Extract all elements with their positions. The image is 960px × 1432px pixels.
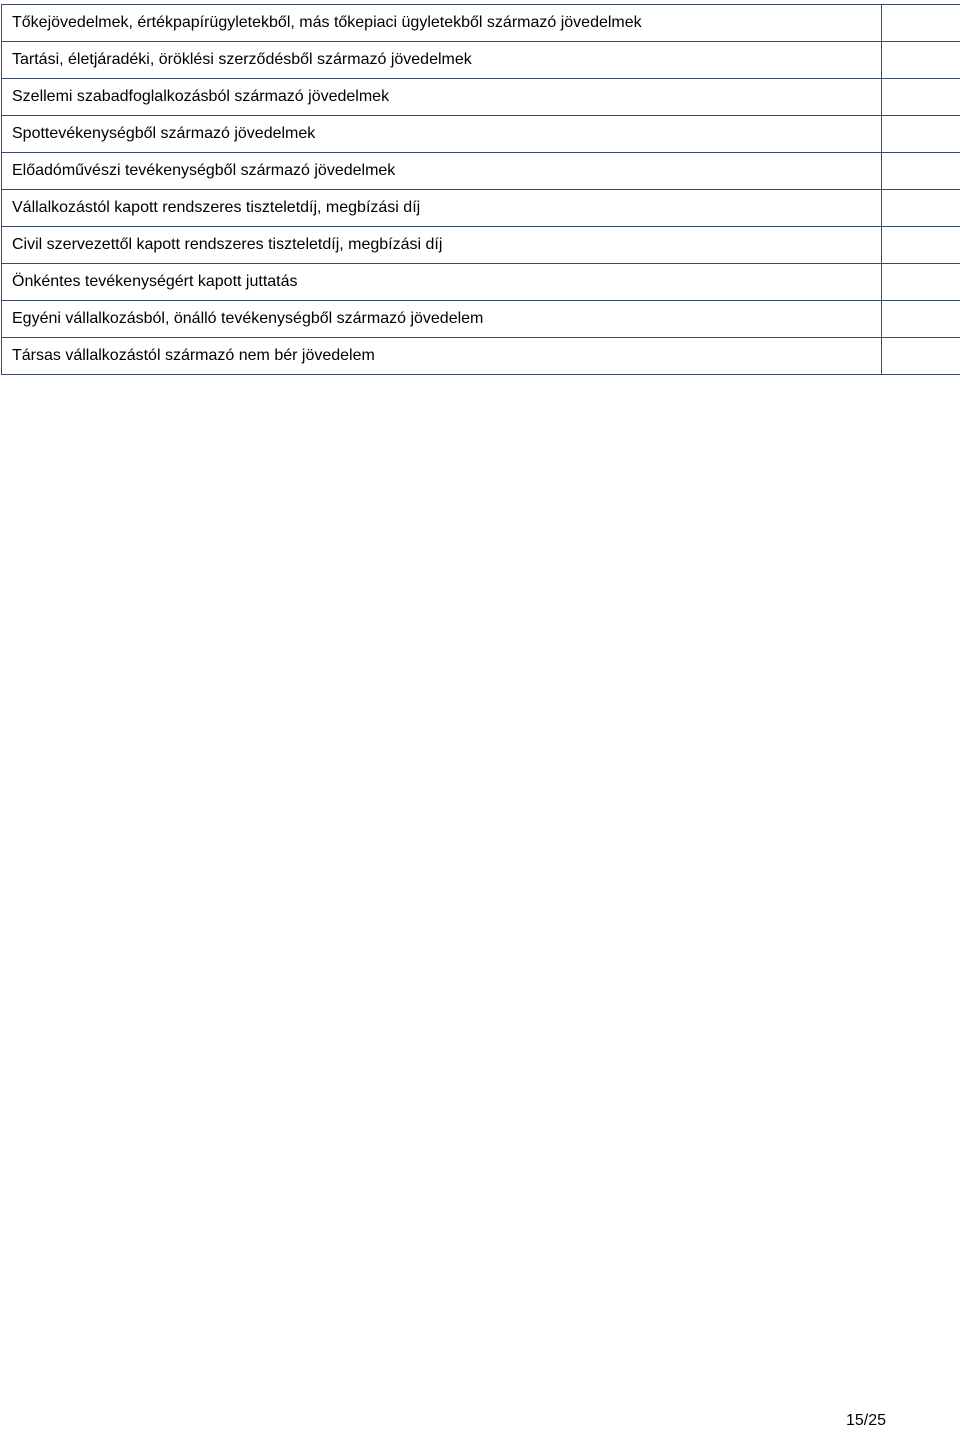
table-row bbox=[2, 153, 960, 190]
table-row bbox=[2, 79, 960, 116]
row-value-cell[interactable] bbox=[882, 227, 960, 264]
table-row bbox=[2, 301, 960, 338]
table-row bbox=[2, 264, 960, 301]
row-value-cell[interactable] bbox=[882, 264, 960, 301]
row-label: Önkéntes tevékenységért kapott juttatás bbox=[2, 264, 882, 301]
row-value-cell[interactable] bbox=[882, 116, 960, 153]
row-label: Tőkejövedelmek, értékpapírügyletekből, más tőkepiaci ügyletekből származó jövedelmek bbox=[2, 5, 882, 42]
row-value-cell[interactable] bbox=[882, 301, 960, 338]
row-label: Civil szervezettől kapott rendszeres tiszteletdíj, megbízási díj bbox=[2, 227, 882, 264]
row-value-cell[interactable] bbox=[882, 79, 960, 116]
table-row bbox=[2, 227, 960, 264]
table-row bbox=[2, 116, 960, 153]
row-label: Vállalkozástól kapott rendszeres tiszteletdíj, megbízási díj bbox=[2, 190, 882, 227]
row-value-cell[interactable] bbox=[882, 338, 960, 375]
table-row bbox=[2, 5, 960, 42]
table-row bbox=[2, 190, 960, 227]
row-label: Egyéni vállalkozásból, önálló tevékenységből származó jövedelem bbox=[2, 301, 882, 338]
row-value-cell[interactable] bbox=[882, 5, 960, 42]
income-table bbox=[1, 4, 960, 375]
table-row bbox=[2, 42, 960, 79]
row-value-cell[interactable] bbox=[882, 153, 960, 190]
table-row bbox=[2, 338, 960, 375]
row-value-cell[interactable] bbox=[882, 190, 960, 227]
row-value-cell[interactable] bbox=[882, 42, 960, 79]
row-label: Társas vállalkozástól származó nem bér jövedelem bbox=[2, 338, 882, 375]
row-label: Szellemi szabadfoglalkozásból származó jövedelmek bbox=[2, 79, 882, 116]
row-label: Tartási, életjáradéki, öröklési szerződésből származó jövedelmek bbox=[2, 42, 882, 79]
row-label: Spottevékenységből származó jövedelmek bbox=[2, 116, 882, 153]
row-label: Előadóművészi tevékenységből származó jövedelmek bbox=[2, 153, 882, 190]
page-number: 15/25 bbox=[845, 1412, 886, 1429]
